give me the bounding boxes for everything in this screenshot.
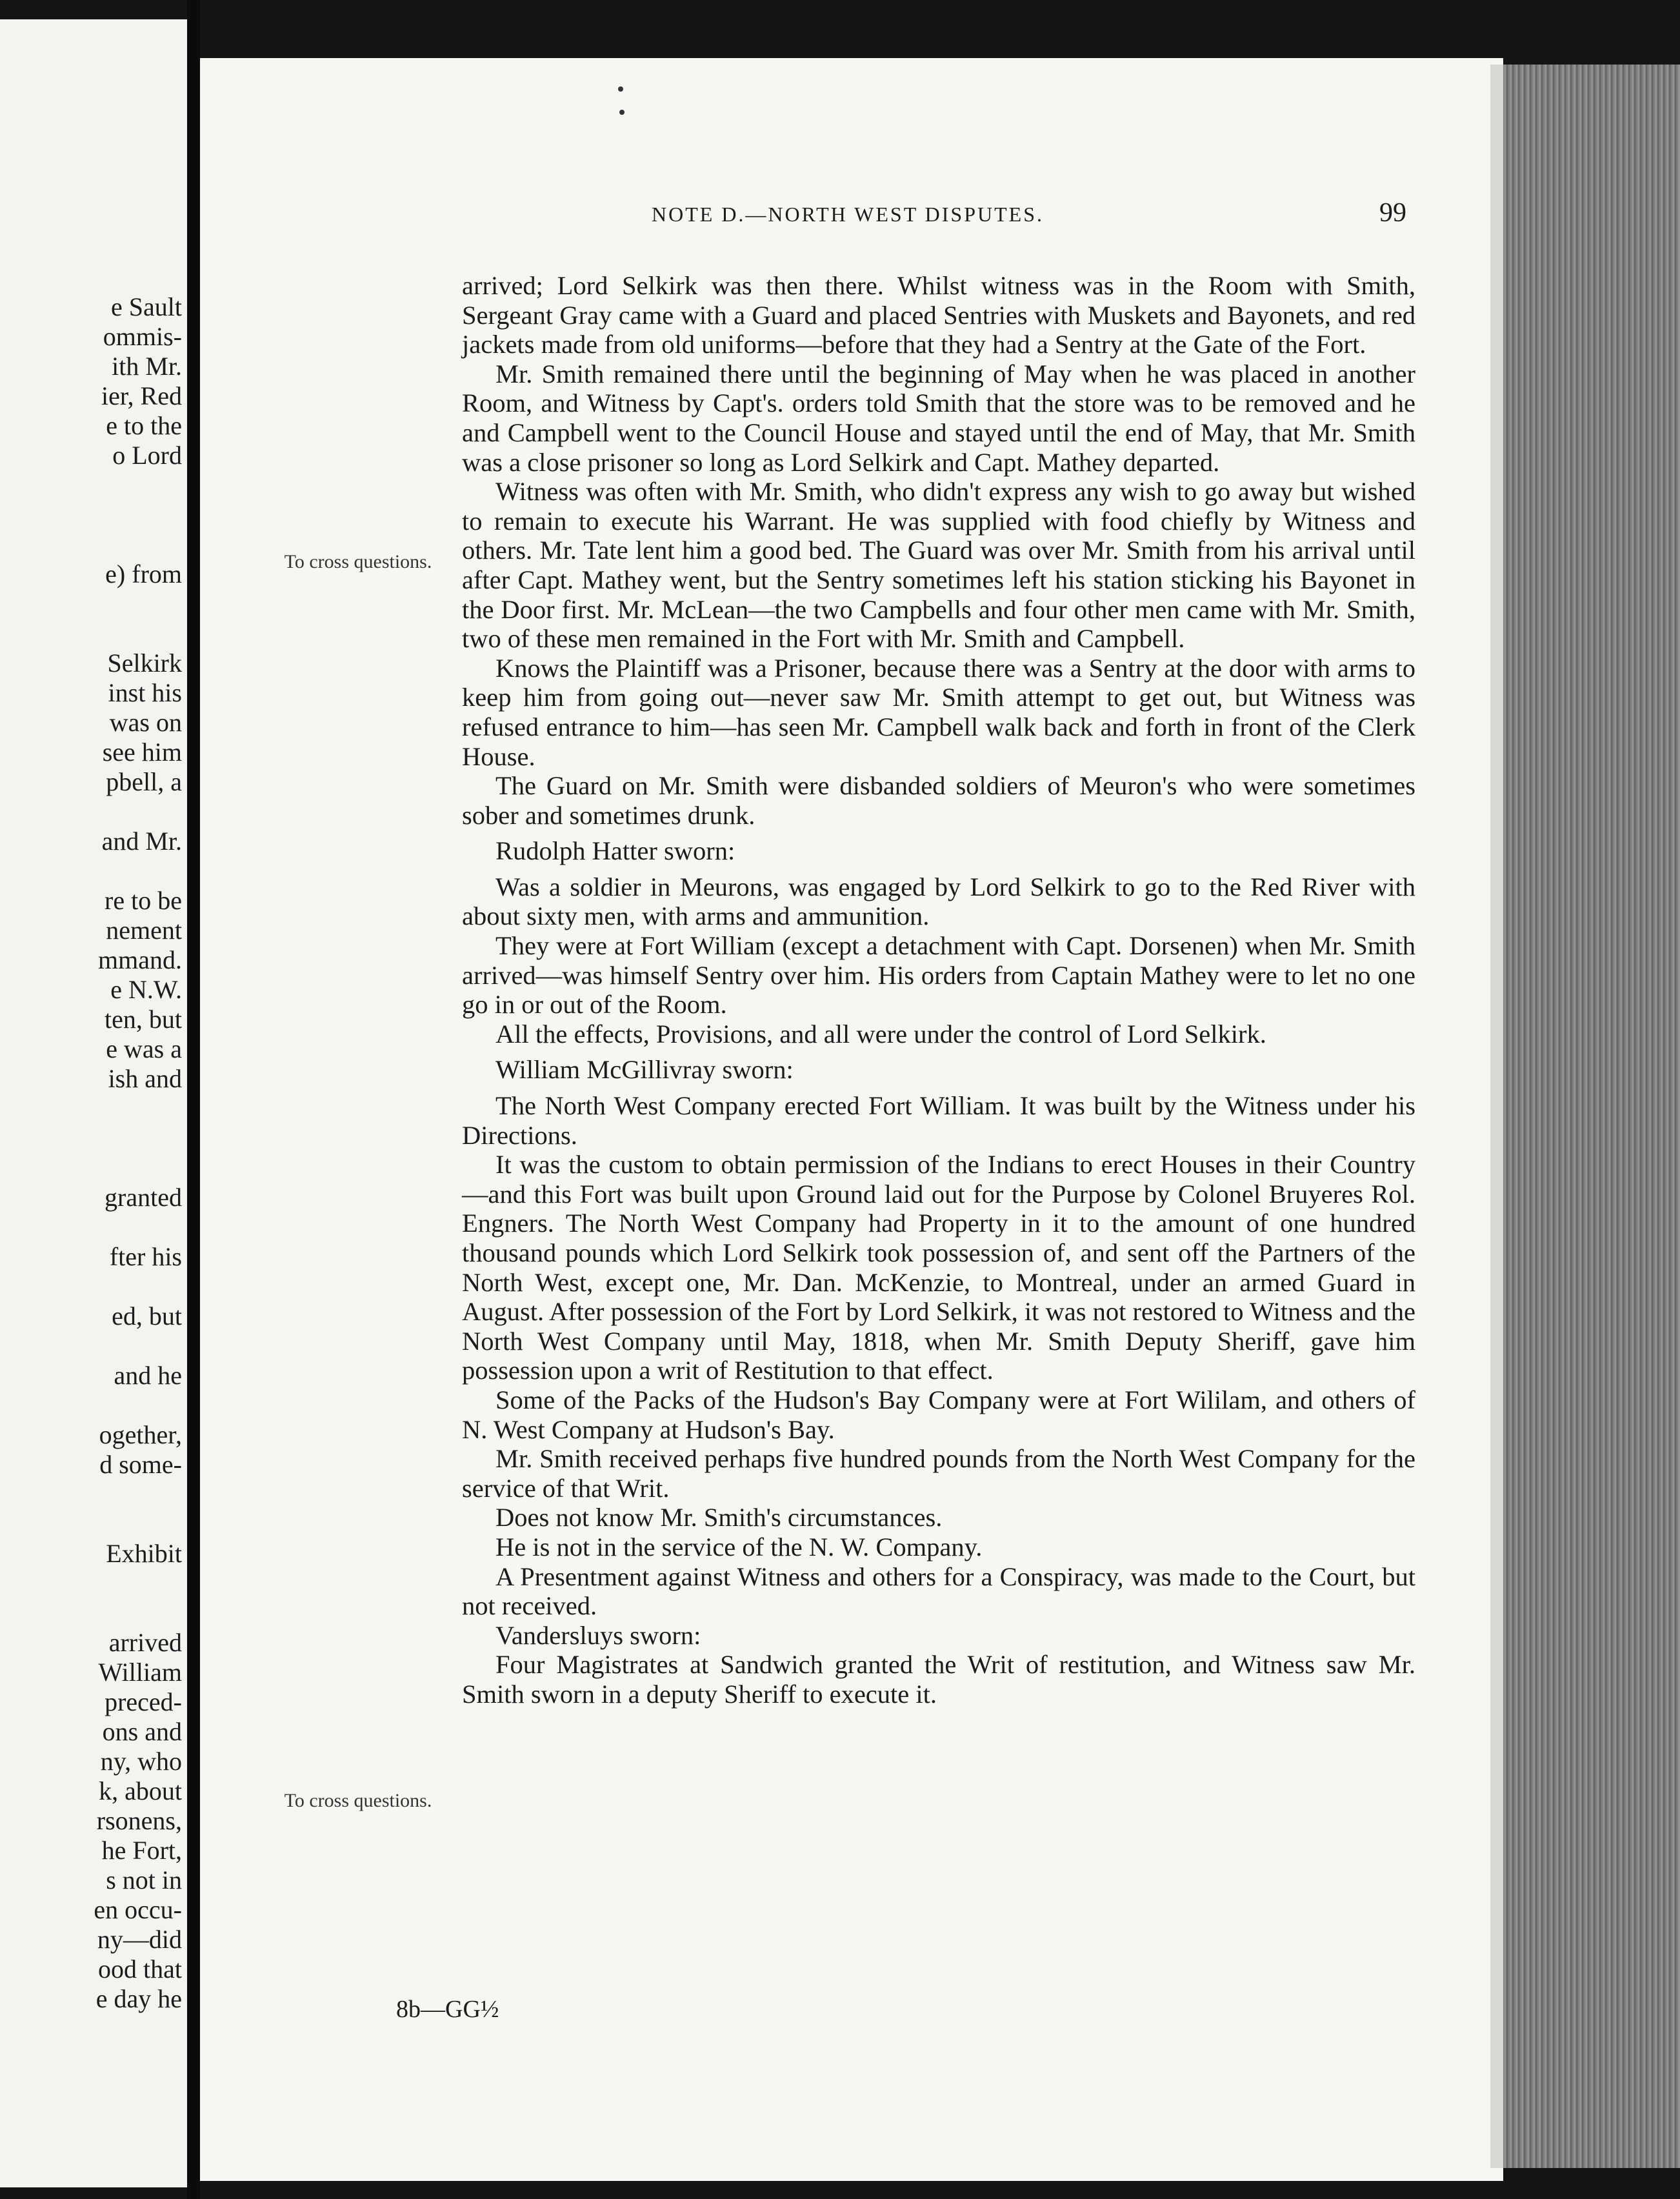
facing-page-line: inst his bbox=[108, 678, 182, 707]
facing-page-line: e to the bbox=[106, 411, 182, 440]
facing-page-line: William bbox=[98, 1658, 182, 1687]
facing-page-line: arrived bbox=[108, 1628, 182, 1657]
paragraph: Was a soldier in Meurons, was engaged by Lord Selkirk to go to the Red River with about sixty men, with arms and ammunition. bbox=[462, 872, 1415, 931]
ink-speck bbox=[619, 110, 625, 115]
facing-page-line: ommis- bbox=[103, 322, 182, 351]
facing-page-line: d some- bbox=[99, 1450, 182, 1479]
facing-page-line: fter his bbox=[109, 1242, 182, 1271]
paragraph: He is not in the service of the N. W. Company. bbox=[495, 1532, 983, 1561]
facing-page-line: s not in bbox=[106, 1865, 182, 1894]
facing-page-line: k, about bbox=[99, 1776, 182, 1805]
facing-page-line: preced- bbox=[105, 1687, 182, 1716]
facing-page-line: mmand. bbox=[98, 945, 182, 974]
book-gutter bbox=[187, 0, 200, 2199]
paragraph: Witness was often with Mr. Smith, who didn't express any wish to go away but wished to remain to execute his Warrant. He was supplied with food chiefly by Witness and others. Mr. Tate lent him a good bed. The Guard was over Mr. Smith from his arrival until after Capt. Mathey went, but the Sentry sometimes left his station sticking his Bayonet in the Door first. Mr. McLean—the two Campbells and four other men came with Mr. Smith, two of these men remained in the Fort with Mr. Smith and Campbell. bbox=[462, 477, 1415, 654]
facing-page-line: ood that bbox=[98, 1954, 182, 1983]
paragraph: Mr. Smith remained there until the beginning of May when he was placed in another Room, and Witness by Capt's. orders told Smith that the store was to be removed and he and Campbell went to the Council House and stayed until the end of May, that Mr. Smith was a close prisoner so long as Lord Selkirk and Capt. Mathey departed. bbox=[462, 359, 1415, 477]
facing-page-line: en occu- bbox=[94, 1895, 182, 1924]
facing-page-line: e was a bbox=[106, 1034, 182, 1063]
facing-page-line: e N.W. bbox=[110, 975, 182, 1004]
paragraph: Mr. Smith received perhaps five hundred pounds from the North West Company for the service of that Writ. bbox=[462, 1444, 1415, 1503]
paragraph: It was the custom to obtain permission of the Indians to erect Houses in their Country—and this Fort was built upon Ground laid out for the Purpose by Colonel Bruyeres Rol. Engners. The North West Company had Property in it to the amount of one hundred thousand pounds which Lord Selkirk took possession of, and sent off the Partners of the North West, except one, Mr. Dan. McKenzie, to Montreal, under an armed Guard in August. After possession of the Fort by Lord Selkirk, it was not restored to Witness and the North West Company until May, 1818, when Mr. Smith Deputy Sheriff, gave him possession upon a writ of Restitution to that effect. bbox=[462, 1150, 1415, 1385]
body-text bbox=[462, 271, 1415, 1709]
paragraph: Four Magistrates at Sandwich granted the Writ of restitution, and Witness saw Mr. Smith sworn in a deputy Sheriff to execute it. bbox=[462, 1650, 1415, 1709]
running-header: NOTE D.—NORTH WEST DISPUTES. bbox=[652, 203, 1045, 226]
witness-heading: William McGillivray sworn: bbox=[495, 1055, 794, 1085]
facing-page-line: o Lord bbox=[112, 441, 182, 470]
facing-page-line: nement bbox=[106, 916, 182, 945]
facing-page-line: Selkirk bbox=[107, 648, 182, 678]
facing-page-line: was on bbox=[109, 708, 182, 737]
paragraph: arrived; Lord Selkirk was then there. Whilst witness was in the Room with Smith, Sergeant Gray came with a Guard and placed Sentries with Muskets and Bayonets, and red jackets made from old uniforms—before that they had a Sentry at the Gate of the Fort. bbox=[462, 271, 1415, 359]
facing-page-line: ier, Red bbox=[101, 381, 182, 410]
facing-page-line: he Fort, bbox=[101, 1836, 182, 1865]
facing-page-fragment bbox=[0, 19, 187, 2187]
facing-page-line: rsonens, bbox=[96, 1806, 182, 1835]
paragraph: The North West Company erected Fort William. It was built by the Witness under his Directions. bbox=[462, 1091, 1415, 1150]
facing-page-line: ish and bbox=[108, 1064, 182, 1093]
facing-page-line: Exhibit bbox=[106, 1539, 182, 1568]
facing-page-line: ten, but bbox=[105, 1005, 182, 1034]
facing-page-line: ny, who bbox=[100, 1747, 182, 1776]
paragraph: Does not know Mr. Smith's circumstances. bbox=[495, 1503, 943, 1532]
facing-page-line: ed, but bbox=[112, 1301, 182, 1330]
witness-heading: Rudolph Hatter sworn: bbox=[495, 836, 735, 866]
paragraph: They were at Fort William (except a detachment with Capt. Dorsenen) when Mr. Smith arrived—was himself Sentry over him. His orders from Captain Mathey were to let no one go in or out of the Room. bbox=[462, 931, 1415, 1019]
facing-page-line: ny—did bbox=[97, 1925, 182, 1954]
facing-page-line: ons and bbox=[102, 1717, 182, 1746]
paragraph: Knows the Plaintiff was a Prisoner, because there was a Sentry at the door with arms to keep him from going out—never saw Mr. Smith attempt to get out, but Witness was refused entrance to him—has seen Mr. Campbell walk back and forth in front of the Clerk House. bbox=[462, 653, 1415, 771]
facing-page-line: ogether, bbox=[99, 1420, 182, 1449]
paragraph: The Guard on Mr. Smith were disbanded soldiers of Meuron's who were sometimes sober and sometimes drunk. bbox=[462, 771, 1415, 830]
margin-note: To cross questions. bbox=[284, 1790, 432, 1811]
facing-page-line: see him bbox=[102, 738, 182, 767]
paragraph: Some of the Packs of the Hudson's Bay Company were at Fort Wililam, and others of N. West Company at Hudson's Bay. bbox=[462, 1385, 1415, 1444]
facing-page-line: e) from bbox=[105, 559, 182, 588]
ink-speck bbox=[618, 86, 623, 92]
facing-page-line: granted bbox=[105, 1183, 182, 1212]
facing-page-line: and Mr. bbox=[101, 827, 182, 856]
facing-page-line: and he bbox=[114, 1361, 182, 1390]
facing-page-line: e day he bbox=[95, 1984, 182, 2013]
page-edges bbox=[1503, 65, 1680, 2168]
witness-heading: Vandersluys sworn: bbox=[495, 1620, 701, 1650]
page-number: 99 bbox=[1379, 198, 1406, 228]
facing-page-line: pbell, a bbox=[106, 767, 182, 796]
facing-page-line: e Sault bbox=[111, 292, 182, 321]
paragraph: A Presentment against Witness and others for a Conspiracy, was made to the Court, but not received. bbox=[462, 1561, 1415, 1621]
paragraph: All the effects, Provisions, and all were under the control of Lord Selkirk. bbox=[495, 1019, 1266, 1049]
margin-note: To cross questions. bbox=[284, 551, 432, 572]
facing-page-line: ith Mr. bbox=[112, 352, 182, 381]
signature-mark: 8b—GG½ bbox=[396, 1996, 499, 2023]
facing-page-line: re to be bbox=[105, 886, 182, 915]
